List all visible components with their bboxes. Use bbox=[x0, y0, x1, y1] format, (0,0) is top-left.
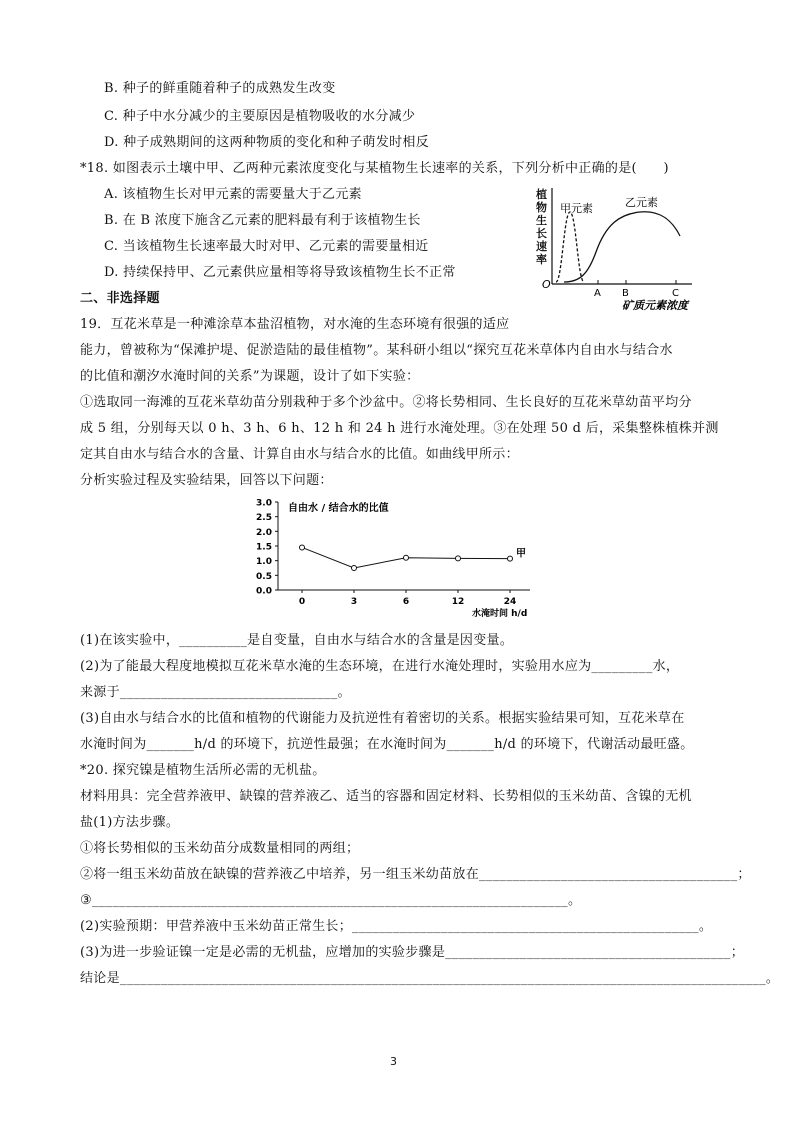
x-tick-label: 12 bbox=[451, 597, 465, 607]
x-tick-label: 3 bbox=[350, 597, 358, 607]
q18-xlabel: 矿质元素浓度 bbox=[622, 299, 688, 312]
q20-stem: *20. 探究镍是植物生活所必需的无机盐。 bbox=[80, 763, 326, 778]
q18-jia-label: 甲元素 bbox=[560, 202, 593, 215]
q19-line: 19．互花米草是一种滩涂草本盐沼植物，对水淹的生态环境有很强的适应 bbox=[80, 317, 510, 332]
x-tick-label: 6 bbox=[402, 597, 410, 607]
q19-line: ①选取同一海滩的互花米草幼苗分别栽种于多个沙盆中。②将长势相同、生长良好的互花米草幼苗平均分 bbox=[80, 395, 692, 410]
q19-part2-cont: 来源于________________________________。 bbox=[80, 685, 351, 700]
data-point bbox=[508, 556, 513, 561]
x-tick-label: 24 bbox=[503, 597, 517, 607]
data-point bbox=[300, 545, 305, 550]
q18-tick-label: C bbox=[672, 288, 679, 299]
section-title: 二、非选择题 bbox=[80, 291, 160, 306]
q20-conclusion: 结论是_______________________________________________________________________________________________。 bbox=[80, 971, 780, 986]
q20-step3: ③______________________________________________________________________。 bbox=[80, 893, 582, 908]
q19-part1: (1)在该实验中，__________是自变量，自由水与结合水的含量是因变量。 bbox=[80, 633, 514, 648]
q19-line: 定其自由水与结合水的含量、计算自由水与结合水的比值。如曲线甲所示： bbox=[80, 447, 519, 462]
y-tick-label: 2.5 bbox=[256, 513, 272, 524]
x-axis-label: 水淹时间 h/d bbox=[472, 609, 528, 617]
q20-materials-cont: 盐(1)方法步骤。 bbox=[80, 815, 180, 830]
x-tick-label: 0 bbox=[298, 597, 306, 607]
q18-ylabel-char: 物 bbox=[536, 201, 547, 214]
q19-part3: (3)自由水与结合水的比值和植物的代谢能力及抗逆性有着密切的关系。根据实验结果可知，互花米草在 bbox=[80, 711, 685, 726]
q17-option-c: C. 种子中水分减少的主要原因是植物吸收的水分减少 bbox=[104, 109, 416, 124]
q18-stem: *18. 如图表示土壤中甲、乙两种元素浓度变化与某植物生长速率的关系，下列分析中正确的是( ) bbox=[80, 161, 669, 176]
q19-part2: (2)为了能最大程度地模拟互花米草水淹的生态环境，在进行水淹处理时，实验用水应为_________水， bbox=[80, 659, 680, 674]
page-number: 3 bbox=[390, 1055, 397, 1068]
q19-line: 能力，曾被称为“保滩护堤、促淤造陆的最佳植物”。某科研小组以“探究互花米草体内自由水与结合水 bbox=[80, 343, 673, 358]
q18-jia-curve bbox=[556, 212, 584, 282]
data-point bbox=[352, 566, 357, 571]
q18-option-a: A. 该植物生长对甲元素的需要量大于乙元素 bbox=[104, 187, 362, 202]
q18-option-c: C. 当该植物生长速率最大时对甲、乙元素的需要量相近 bbox=[104, 239, 429, 254]
q19-part3-cont: 水淹时间为_______h/d 的环境下，抗逆性最强；在水淹时间为_______h/d 的环境下，代谢活动最旺盛。 bbox=[80, 737, 694, 752]
q19-line: 分析实验过程及实验结果，回答以下问题： bbox=[80, 473, 333, 488]
series-label: 甲 bbox=[516, 548, 526, 560]
q18-ylabel-char: 长 bbox=[536, 227, 547, 240]
q20-materials: 材料用具：完全营养液甲、缺镍的营养液乙、适当的容器和固定材料、长势相似的玉米幼苗、含镍的无机 bbox=[80, 789, 692, 804]
q18-ylabel-char: 速 bbox=[536, 240, 547, 253]
q18-tick-label: B bbox=[622, 288, 629, 299]
q19-line: 成 5 组，分别每天以 0 h、3 h、6 h、12 h 和 24 h 进行水淹处理。③在处理 50 d 后，采集整株植株并测 bbox=[80, 421, 719, 436]
q20-part3: (3)为进一步验证镍一定是必需的无机盐，应增加的实验步骤是__________________________________________； bbox=[80, 945, 745, 960]
q19-chart bbox=[240, 492, 560, 617]
q20-step1: ①将长势相似的玉米幼苗分成数量相同的两组； bbox=[80, 841, 360, 856]
q19-line: 的比值和潮汐水淹时间的关系”为课题，设计了如下实验： bbox=[80, 369, 420, 384]
q18-ylabel-char: 生 bbox=[536, 214, 547, 227]
q18-option-d: D. 持续保持甲、乙元素供应量相等将导致该植物生长不正常 bbox=[104, 265, 456, 280]
chart-title: 自由水 / 结合水的比值 bbox=[288, 503, 389, 514]
q20-step2: ②将一组玉米幼苗放在缺镍的营养液乙中培养，另一组玉米幼苗放在______________________________________； bbox=[80, 867, 751, 882]
y-tick-label: 0.5 bbox=[256, 571, 272, 582]
q18-ylabel-char: 率 bbox=[536, 253, 547, 266]
y-tick-label: 1.0 bbox=[256, 557, 272, 568]
data-point bbox=[404, 555, 409, 560]
q18-tick-label: A bbox=[594, 288, 601, 299]
q20-part2: (2)实验预期：甲营养液中玉米幼苗正常生长；___________________________________________________。 bbox=[80, 919, 713, 934]
q17-option-b: B. 种子的鲜重随着种子的成熟发生改变 bbox=[104, 81, 336, 96]
data-point bbox=[456, 556, 461, 561]
y-tick-label: 2.0 bbox=[256, 527, 272, 538]
q18-yi-label: 乙元素 bbox=[625, 196, 658, 209]
q18-ylabel-char: 植 bbox=[536, 188, 547, 201]
q18-option-b: B. 在 B 浓度下施含乙元素的肥料最有利于该植物生长 bbox=[104, 213, 421, 228]
q18-figure bbox=[530, 182, 730, 312]
q18-yi-curve bbox=[564, 212, 680, 282]
q17-option-d: D. 种子成熟期间的这两种物质的变化和种子萌发时相反 bbox=[104, 135, 430, 150]
y-tick-label: 3.0 bbox=[256, 498, 272, 509]
y-tick-label: 1.5 bbox=[256, 542, 272, 553]
y-tick-label: 0.0 bbox=[256, 586, 272, 597]
q18-origin: O bbox=[542, 278, 551, 291]
